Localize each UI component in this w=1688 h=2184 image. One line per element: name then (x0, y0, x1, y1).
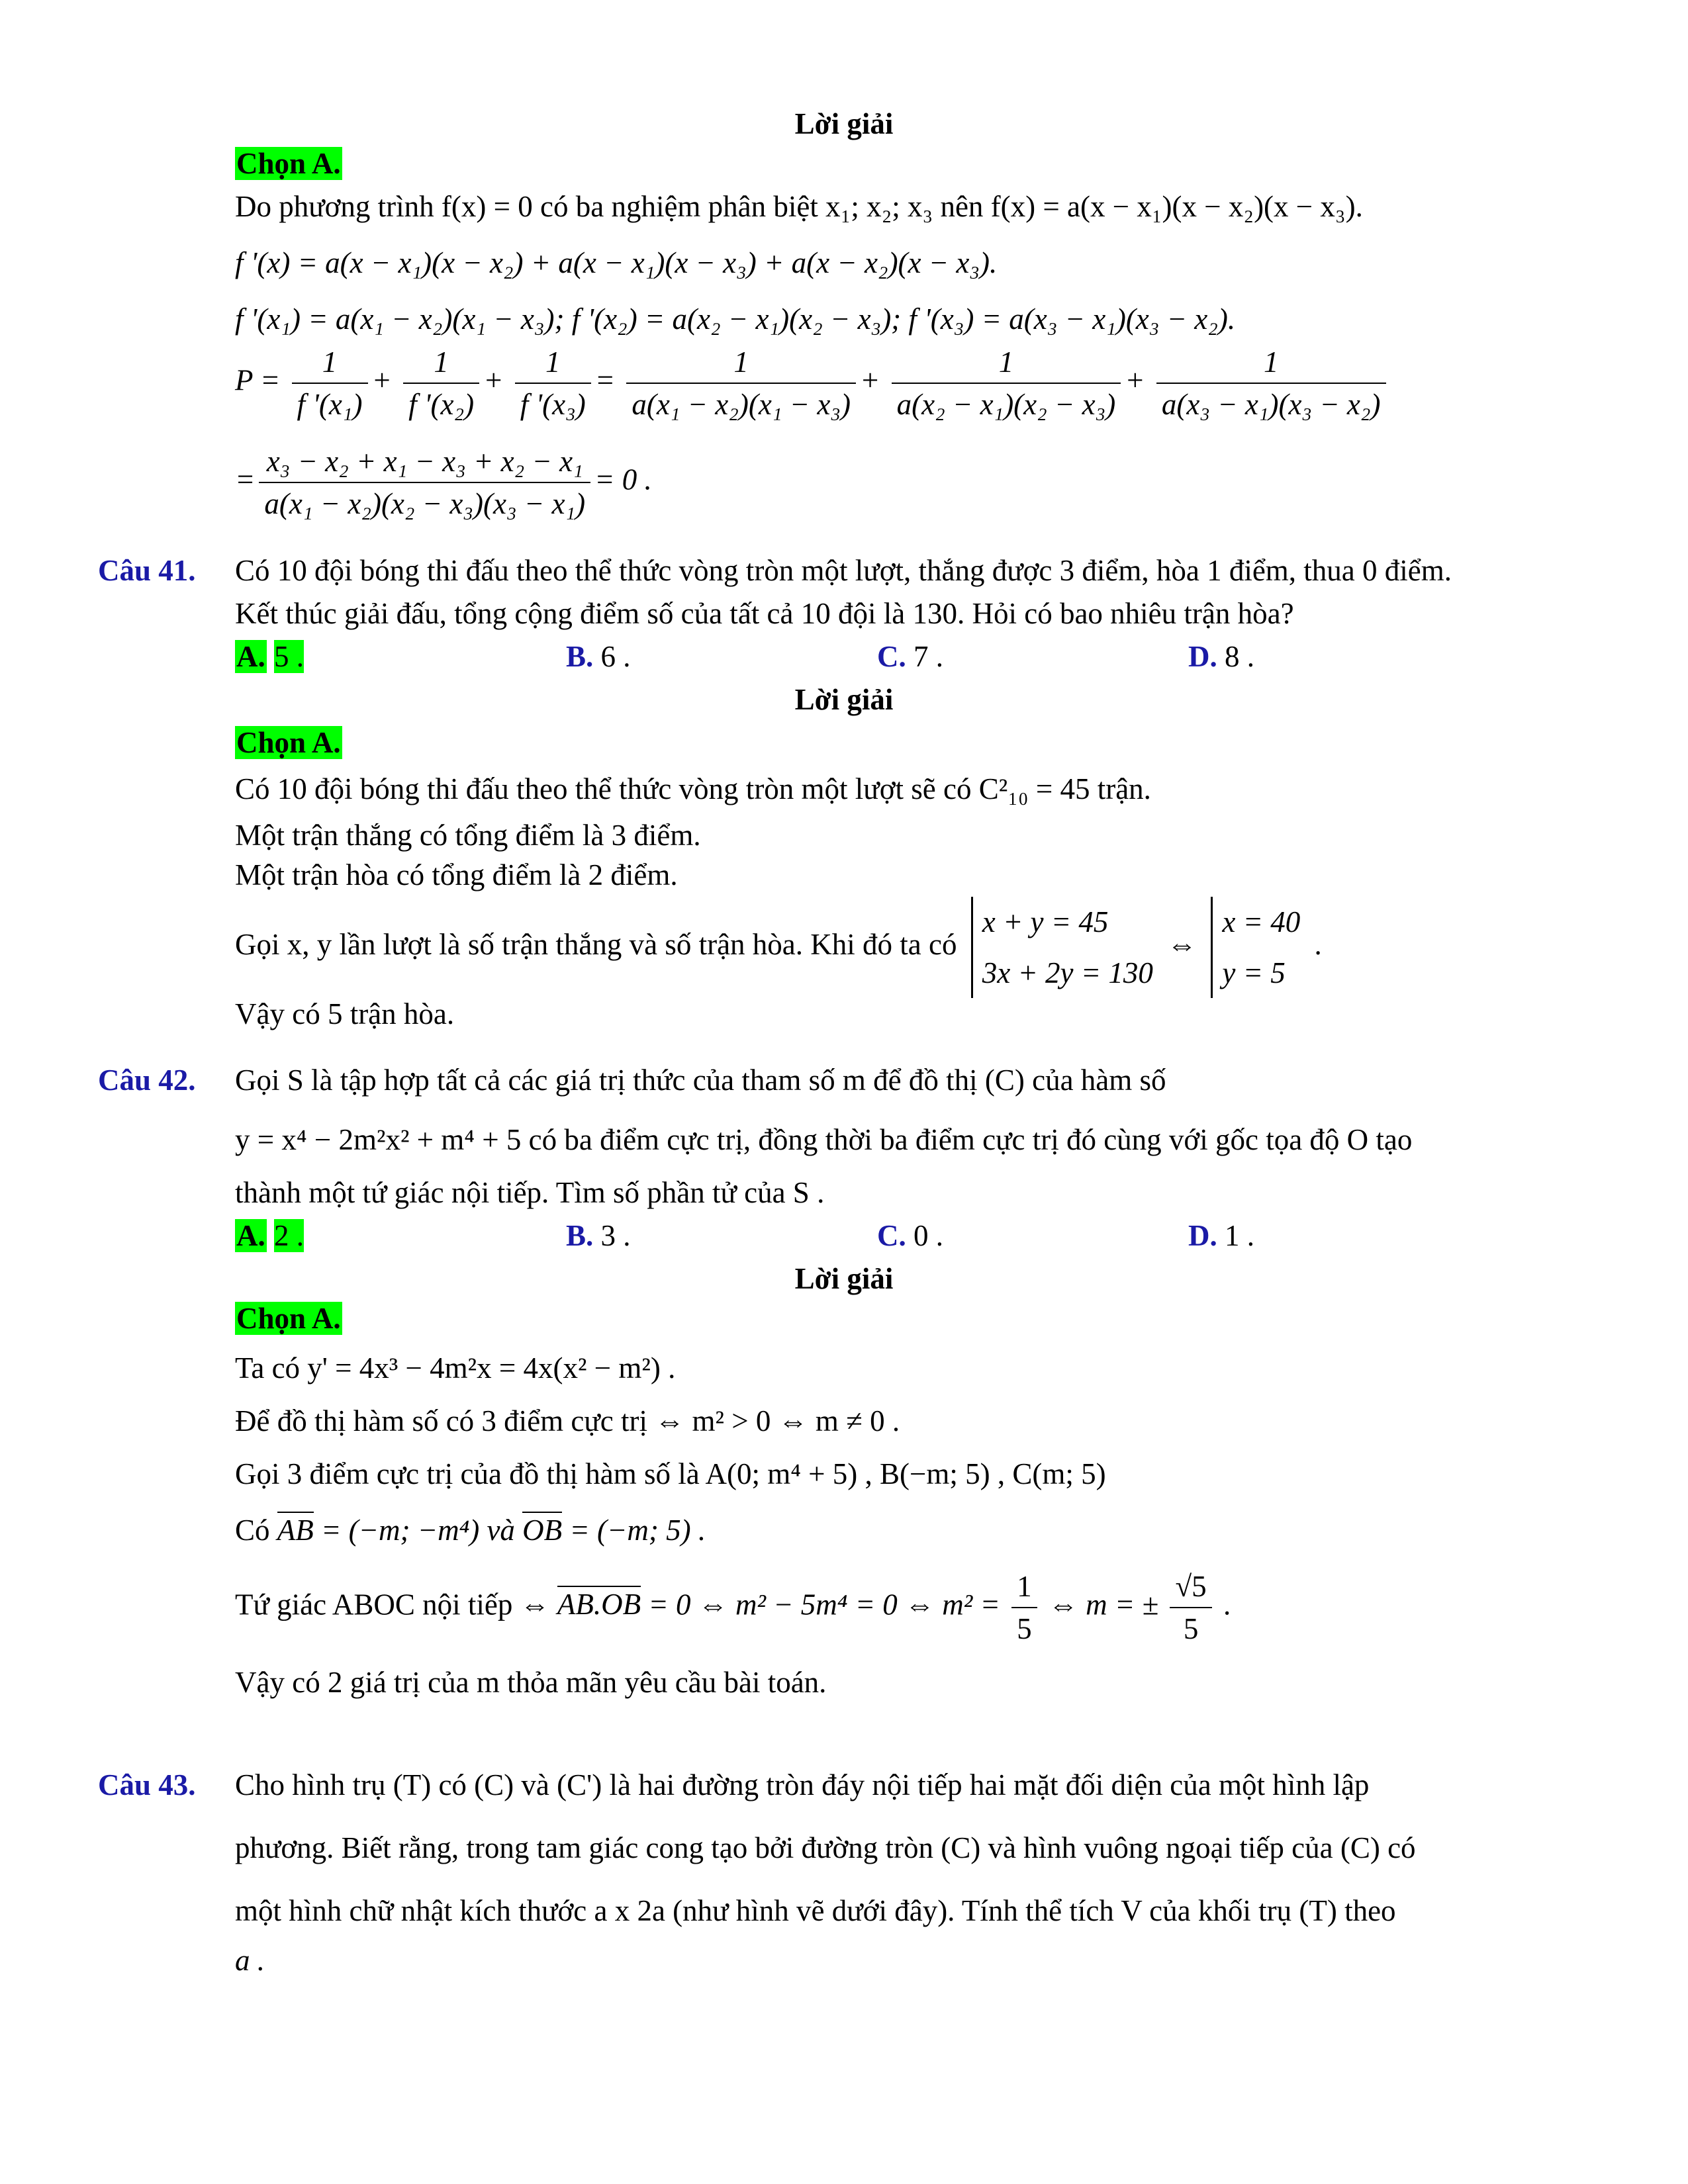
option-b: B. 6 . (566, 640, 631, 673)
question-42-text: thành một tứ giác nội tiếp. Tìm số phần tử của S . (235, 1176, 825, 1209)
solution-heading: Lời giải (794, 683, 894, 716)
cyclic-condition-line: Tứ giác ABOC nội tiếp ⇔ AB.OB = 0 ⇔ m² − 5m⁴ = 0 ⇔ m² = $\frac{1}{5}$ ⇔ m = ± $\frac{√5}{5}$ . (235, 1570, 1231, 1645)
derivative-values-line: f '(x₁) = a(x₁ − x₂)(x₁ − x₃); f '(x₂) = a(x₂ − x₁)(x₂ − x₃); f '(x₃) = a(x₃ − x₁)(x₃ − x₂). (235, 302, 1236, 336)
derivative-line: f '(x) = a(x − x₁)(x − x₂) + a(x − x₁)(x − x₃) + a(x − x₂)(x − x₃). (235, 246, 998, 279)
vector-line: Có AB = (−m; −m⁴) và OB = (−m; 5) . (235, 1512, 706, 1548)
answer-choice: Chọn A. (236, 147, 341, 180)
question-42-text: Gọi S là tập hợp tất cả các giá trị thức của tham số m để đồ thị (C) của hàm số (235, 1064, 1166, 1097)
option-c: C. 0 . (877, 1219, 943, 1252)
solution-heading: Lời giải (794, 107, 894, 140)
question-43-text: phương. Biết rằng, trong tam giác cong tạo bởi đường tròn (C) và hình vuông ngoại tiếp của (C) có (235, 1831, 1416, 1864)
solution-line: Có 10 đội bóng thi đấu theo thể thức vòng tròn một lượt sẽ có C²₁₀ = 45 trận. (235, 772, 1151, 805)
option-b: B. 3 . (566, 1219, 631, 1252)
solution-line: Gọi 3 điểm cực trị của đồ thị hàm số là A(0; m⁴ + 5) , B(−m; 5) , C(m; 5) (235, 1457, 1106, 1490)
p-expression: P = $\frac{1}{\text{f '(x₁)}}$ + $\frac{1}{\text{f '(x₂)}}$ + $\frac{1}{\text{f '(x₃)}}$ = $\frac{1}{\text{a(x₁ − x₂)(x₁ − x₃)}}$ + $\frac{1}{\text{a(x₂ − x₁)(x₂ − x₃)}}$ + $\frac{1}{\text{a(x₃ − x₁)(x₃ − x₂)}}$ (235, 344, 1390, 422)
p-final: = $\frac{\text{x₃ − x₂ + x₁ − x₃ + x₂ − x₁}}{\text{a(x₁ − x₂)(x₂ − x₃)(x₃ − x₁)}}$ = 0 . (235, 445, 652, 520)
question-42-text: y = x⁴ − 2m²x² + m⁴ + 5 có ba điểm cực trị, đồng thời ba điểm cực trị đó cùng với gốc tọa độ O tạo (235, 1123, 1413, 1156)
solution-line: Một trận hòa có tổng điểm là 2 điểm. (235, 858, 678, 891)
question-41-label: Câu 41. (98, 554, 196, 587)
solution-conclusion: Vậy có 5 trận hòa. (235, 997, 455, 1030)
question-41-text: Kết thúc giải đấu, tổng cộng điểm số của tất cả 10 đội là 130. Hỏi có bao nhiêu trận hòa? (235, 597, 1294, 630)
question-43-text: Cho hình trụ (T) có (C) và (C') là hai đường tròn đáy nội tiếp hai mặt đối diện của một hình lập (235, 1768, 1370, 1801)
answer-choice: Chọn A. (236, 726, 341, 759)
question-42-label: Câu 42. (98, 1064, 196, 1097)
option-a: A. 2 . (236, 1219, 304, 1252)
option-a: A. 5 . (236, 640, 304, 673)
solution-line: Do phương trình f(x) = 0 có ba nghiệm phân biệt x₁; x₂; x₃ nên f(x) = a(x − x₁)(x − x₂)(x − x₃). (235, 190, 1363, 223)
solution-line: Để đồ thị hàm số có 3 điểm cực trị ⇔ m² > 0 ⇔ m ≠ 0 . (235, 1404, 900, 1437)
solution-conclusion: Vậy có 2 giá trị của m thỏa mãn yêu cầu bài toán. (235, 1666, 827, 1699)
option-d: D. 1 . (1188, 1219, 1254, 1252)
option-c: C. 7 . (877, 640, 943, 673)
solution-line: Một trận thắng có tổng điểm là 3 điểm. (235, 819, 701, 852)
answer-choice: Chọn A. (236, 1302, 341, 1335)
question-43-label: Câu 43. (98, 1768, 196, 1801)
question-43-text: một hình chữ nhật kích thước a x 2a (như hình vẽ dưới đây). Tính thể tích V của khối trụ (T) theo (235, 1894, 1396, 1927)
solution-heading: Lời giải (794, 1262, 894, 1295)
question-43-text: a . (235, 1944, 265, 1977)
option-d: D. 8 . (1188, 640, 1254, 673)
equation-system-line: Gọi x, y lần lượt là số trận thắng và số trận hòa. Khi đó ta có x + y = 45 3x + 2y = 130 ⇔ x = 40 y = 5 . (235, 897, 1322, 998)
question-41-text: Có 10 đội bóng thi đấu theo thể thức vòng tròn một lượt, thắng được 3 điểm, hòa 1 điểm, thua 0 điểm. (235, 554, 1452, 587)
solution-line: Ta có y' = 4x³ − 4m²x = 4x(x² − m²) . (235, 1351, 676, 1385)
